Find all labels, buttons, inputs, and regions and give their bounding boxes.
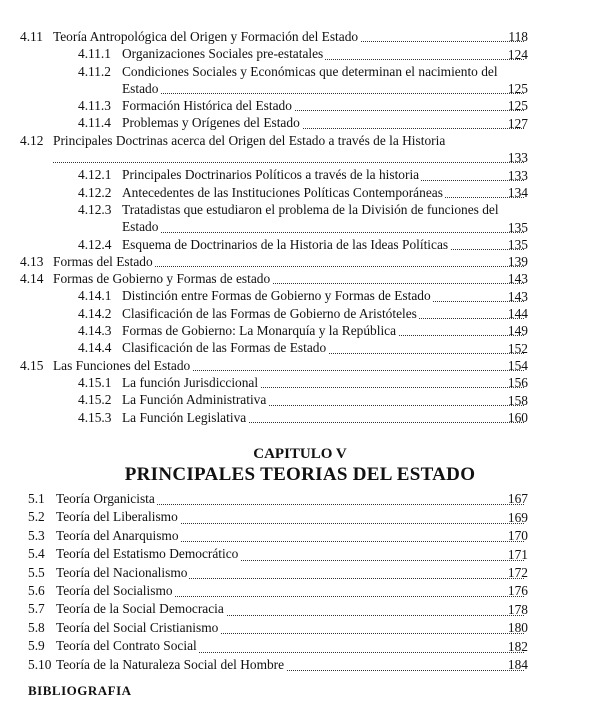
entry-title: Esquema de Doctrinarios de la Historia de las Ideas Políticas xyxy=(122,236,449,252)
entry-number: 4.12 xyxy=(20,132,44,148)
entry-page-number: 134 xyxy=(507,184,528,200)
entry-title: La Función Legislativa xyxy=(122,409,247,425)
entry-page-number: 160 xyxy=(507,409,528,425)
entry-title: Clasificación de las Formas de Gobierno de Aristóteles xyxy=(122,305,417,321)
entry-page-number: 167 xyxy=(507,491,528,507)
entry-title: Teoría del Anarquismo xyxy=(56,527,179,543)
toc-entry xyxy=(0,236,600,253)
entry-page-number: 176 xyxy=(507,583,528,599)
toc-entry xyxy=(0,270,600,287)
entry-page-number: 180 xyxy=(507,620,528,636)
toc-entry xyxy=(0,45,600,62)
toc-entry xyxy=(0,374,600,391)
toc-entry xyxy=(0,63,600,98)
entry-page-number: 184 xyxy=(507,656,528,672)
entry-page-number: 143 xyxy=(507,288,528,304)
toc-entry xyxy=(0,527,600,545)
entry-title: Principales Doctrinarios Políticos a través de la historia xyxy=(122,167,420,183)
entry-page-number: 135 xyxy=(507,219,528,235)
entry-number: 5.8 xyxy=(28,619,45,635)
entry-title: Formas del Estado xyxy=(53,253,153,269)
toc-entry xyxy=(0,166,600,183)
toc-entry xyxy=(0,114,600,131)
entry-title: Clasificación de las Formas de Estado xyxy=(122,340,327,356)
entry-page-number: 144 xyxy=(507,306,528,322)
entry-page-number: 152 xyxy=(507,340,528,356)
entry-title: Formación Histórica del Estado xyxy=(122,98,292,114)
entry-number: 4.11.3 xyxy=(78,98,111,114)
toc-entry xyxy=(0,184,600,201)
entry-title: Formas de Gobierno y Formas de estado xyxy=(53,271,271,287)
chapter-5-label: CAPITULO V xyxy=(253,446,347,462)
entry-title: Teoría del Social Cristianismo xyxy=(56,619,219,635)
entry-page-number: 133 xyxy=(507,150,528,166)
entry-title: Teoría del Nacionalismo xyxy=(56,564,188,580)
entry-number: 5.6 xyxy=(28,582,45,598)
entry-page-number: 127 xyxy=(507,115,528,131)
entry-title: Teoría del Contrato Social xyxy=(56,638,197,654)
toc-entry xyxy=(0,28,600,45)
entry-title: Teoría de la Naturaleza Social del Hombre xyxy=(56,656,285,672)
toc-entry xyxy=(0,339,600,356)
toc-entry xyxy=(0,132,600,167)
toc-entry xyxy=(0,564,600,582)
entry-page-number: 169 xyxy=(507,509,528,525)
entry-number: 4.15.3 xyxy=(78,409,112,425)
entry-page-number: 171 xyxy=(507,546,528,562)
entry-number: 4.12.1 xyxy=(78,167,112,183)
toc-entry xyxy=(0,490,600,508)
entry-number: 4.14 xyxy=(20,271,44,287)
entry-page-number: 178 xyxy=(507,601,528,617)
entry-number: 5.2 xyxy=(28,509,45,525)
entry-number: 5.9 xyxy=(28,638,45,654)
entry-page-number: 139 xyxy=(507,254,528,270)
entry-page-number: 182 xyxy=(507,638,528,654)
entry-number: 4.15 xyxy=(20,357,44,373)
toc-entry xyxy=(0,619,600,637)
entry-page-number: 143 xyxy=(507,271,528,287)
entry-page-number: 172 xyxy=(507,564,528,580)
entry-title: Distinción entre Formas de Gobierno y Formas de Estado xyxy=(122,288,431,304)
entry-title: Las Funciones del Estado xyxy=(53,357,191,373)
toc-entry xyxy=(0,600,600,618)
entry-title: Teoría Antropológica del Origen y Formación del Estado xyxy=(53,29,359,44)
entry-number: 4.14.1 xyxy=(78,288,112,304)
entry-page-number: 133 xyxy=(507,167,528,183)
entry-title: Principales Doctrinas acerca del Origen del Estado a través de la Historia xyxy=(53,132,446,148)
entry-title: Teoría del Liberalismo xyxy=(56,509,178,525)
entry-title: Condiciones Sociales y Económicas que determinan el nacimiento del Estado xyxy=(122,63,498,96)
chapter-4-toc xyxy=(0,28,600,426)
entry-page-number: 156 xyxy=(507,375,528,391)
toc-entry xyxy=(0,287,600,304)
entry-number: 5.1 xyxy=(28,491,45,506)
entry-number: 4.11.2 xyxy=(78,63,111,79)
entry-page-number: 118 xyxy=(508,29,528,45)
toc-entry xyxy=(0,391,600,408)
toc-entry xyxy=(0,253,600,270)
toc-entry xyxy=(0,409,600,426)
entry-number: 4.13 xyxy=(20,253,44,269)
entry-title: Teoría Organicista xyxy=(56,491,155,506)
entry-number: 4.11.4 xyxy=(78,115,111,131)
entry-title: La función Jurisdiccional xyxy=(122,374,259,390)
bibliography-heading: BIBLIOGRAFIA xyxy=(28,683,132,698)
entry-number: 4.11.1 xyxy=(78,46,111,62)
entry-page-number: 135 xyxy=(507,236,528,252)
toc-entry xyxy=(0,201,600,236)
toc-entry xyxy=(0,305,600,322)
entry-number: 5.10 xyxy=(28,656,52,672)
entry-number: 4.15.2 xyxy=(78,392,112,408)
entry-page-number: 124 xyxy=(507,46,528,62)
toc-entry xyxy=(0,656,600,674)
entry-number: 4.12.2 xyxy=(78,184,112,200)
toc-entry xyxy=(0,322,600,339)
entry-number: 4.12.4 xyxy=(78,236,112,252)
dot-leader xyxy=(53,162,524,163)
entry-title: Teoría de la Social Democracia xyxy=(56,601,224,617)
entry-number: 5.4 xyxy=(28,546,45,562)
entry-title: Problemas y Orígenes del Estado xyxy=(122,115,300,131)
entry-title: Antecedentes de las Instituciones Políticas Contemporáneas xyxy=(122,184,443,200)
toc-entry xyxy=(0,545,600,563)
entry-page-number: 125 xyxy=(507,98,528,114)
entry-title: Formas de Gobierno: La Monarquía y la República xyxy=(122,323,397,339)
entry-page-number: 149 xyxy=(507,323,528,339)
entry-number: 4.12.3 xyxy=(78,201,112,217)
entry-number: 4.11 xyxy=(20,29,43,44)
entry-page-number: 154 xyxy=(507,357,528,373)
toc-entry xyxy=(0,637,600,655)
toc-entry xyxy=(0,97,600,114)
entry-page-number: 170 xyxy=(507,528,528,544)
entry-title: Teoría del Socialismo xyxy=(56,582,173,598)
entry-title: Teoría del Estatismo Democrático xyxy=(56,546,239,562)
entry-number: 4.14.2 xyxy=(78,305,112,321)
entry-number: 5.5 xyxy=(28,564,45,580)
toc-entry xyxy=(0,508,600,526)
toc-entry xyxy=(0,582,600,600)
entry-title: La Función Administrativa xyxy=(122,392,267,408)
chapter-5-title: PRINCIPALES TEORIAS DEL ESTADO xyxy=(124,464,476,485)
entry-number: 5.3 xyxy=(28,527,45,543)
entry-title: Organizaciones Sociales pre-estatales xyxy=(122,46,324,62)
entry-number: 4.15.1 xyxy=(78,374,112,390)
entry-title: Tratadistas que estudiaron el problema de la División de funciones del Estado xyxy=(122,201,499,235)
entry-page-number: 158 xyxy=(507,392,528,408)
entry-number: 5.7 xyxy=(28,601,45,617)
entry-number: 4.14.3 xyxy=(78,323,112,339)
entry-page-number: 125 xyxy=(507,81,528,97)
toc-entry xyxy=(0,357,600,374)
chapter-5-toc xyxy=(0,490,600,674)
entry-number: 4.14.4 xyxy=(78,340,112,356)
